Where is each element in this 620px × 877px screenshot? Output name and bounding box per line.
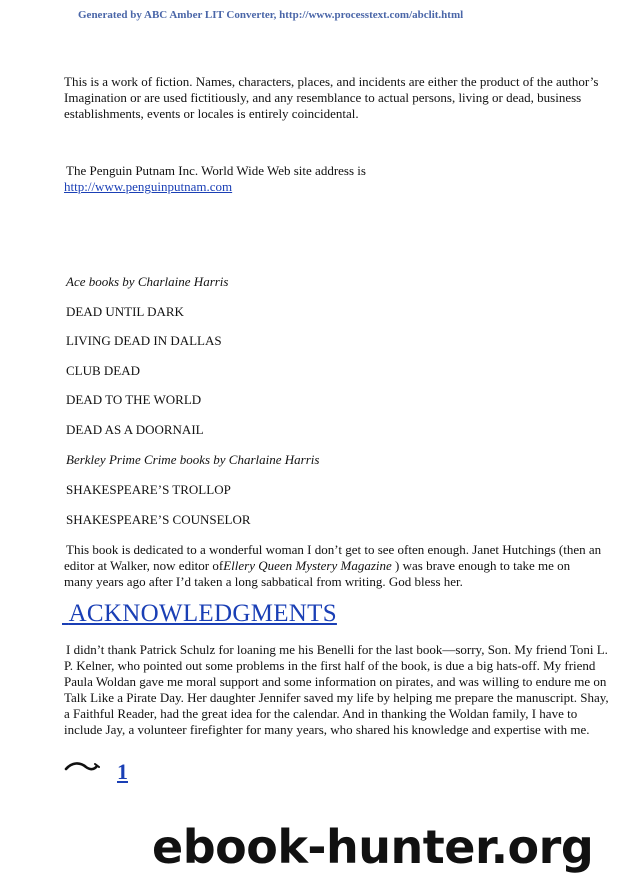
book-title: SHAKESPEARE’S TROLLOP [66,482,231,497]
magazine-title: Ellery Queen Mystery Magazine [223,558,392,573]
book-title: LIVING DEAD IN DALLAS [66,333,222,348]
publisher-text: The Penguin Putnam Inc. World Wide Web site address is [66,163,366,178]
publisher-paragraph [64,163,564,195]
converter-header: Generated by ABC Amber LIT Converter, http://www.processtext.com/abclit.html [78,9,464,21]
disclaimer-line: Imagination or are used fictitiously, and any resemblance to actual persons, living or dead, business [64,90,582,105]
dedication-line: many years ago after I’d taken a long sabbatical from writing. God bless her. [64,574,463,589]
acknowledgments-line: a Faithful Reader, had the great idea for the calendar. And in thanking the Woldan family, I have to [64,706,578,721]
disclaimer-line: This is a work of fiction. Names, characters, places, and incidents are either the product of the author’s [64,74,599,89]
ace-books-heading: Ace books by Charlaine Harris [66,274,229,289]
acknowledgments-paragraph [64,642,609,738]
dedication-paragraph [64,542,602,590]
watermark-text: ebook-hunter.org [152,820,594,874]
dedication-line [64,558,571,574]
dedication-text: editor at Walker, now editor of [64,558,224,573]
book-title: CLUB DEAD [66,363,141,378]
publisher-url-link[interactable]: http://www.penguinputnam.com [64,179,233,194]
acknowledgments-heading-text: ACKNOWLEDGMENTS [68,600,337,627]
acknowledgments-line: P. Kelner, who pointed out some problems in the first half of the book, is due a big hats-off. My friend [64,658,596,673]
book-title: DEAD UNTIL DARK [66,304,184,319]
chapter-swash-ornament [64,758,100,778]
disclaimer-paragraph [64,74,599,122]
chapter-1-link[interactable]: 1 [117,759,128,784]
acknowledgments-line: include Jay, a volunteer firefighter for many years, who shared his knowledge and expertise with me. [64,722,590,737]
acknowledgments-line: Paula Woldan gave me moral support and some information on pirates, and was willing to endure me on [64,674,607,689]
acknowledgments-line: I didn’t thank Patrick Schulz for loaning me his Benelli for the last book—sorry, Son. My friend Toni L. [66,642,608,657]
dedication-text: ) was brave enough to take me on [391,558,571,573]
disclaimer-line: establishments, events or locales is entirely coincidental. [64,106,359,121]
berkley-books-heading: Berkley Prime Crime books by Charlaine Harris [66,452,320,467]
book-title: DEAD AS A DOORNAIL [66,422,204,437]
acknowledgments-heading-link[interactable] [62,600,337,628]
dedication-line: This book is dedicated to a wonderful woman I don’t get to see often enough. Janet Hutchings (then an [66,542,602,557]
book-title: DEAD TO THE WORLD [66,392,202,407]
acknowledgments-line: Talk Like a Pirate Day. Her daughter Jennifer saved my life by helping me prepare the manuscript. Shay, [64,690,609,705]
book-title: SHAKESPEARE’S COUNSELOR [66,512,251,527]
